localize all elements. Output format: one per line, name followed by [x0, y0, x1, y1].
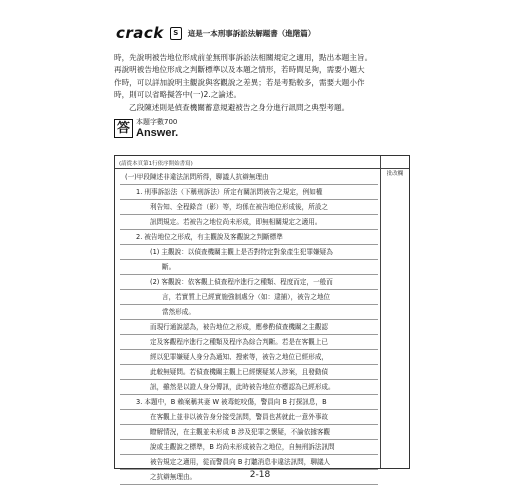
- answer-line: 3. 本題中，B 賴案稱其妻 W 被毒蛇咬傷，警員向 B 打探訊息，B: [120, 395, 378, 410]
- word-count: 本題字數700: [136, 118, 178, 126]
- answer-label: Answer.: [136, 127, 179, 139]
- answer-line: 訊問規定。若被告之地位尚未形成，即無相關規定之適用。: [120, 215, 378, 230]
- intro-line: 作時，可以詳加說明主觀說與客觀說之差異；若是考點較多，需要大題小作: [114, 77, 365, 87]
- answer-line: 此較無疑問。若偵查機關主觀上已經懷疑某人涉案，且發動偵: [120, 365, 378, 380]
- answer-line: 經以犯罪嫌疑人身分為通知、搜索等，被告之地位已經形成，: [120, 350, 378, 365]
- answer-line: (一)甲段陳述非違法訊問所得，聊議人抗辯無理由: [120, 170, 378, 185]
- answer-line: 當然形成。: [120, 305, 378, 320]
- intro-line: 再說明被告地位形成之判斷標準以及本題之情形，若時間足夠，需要小題大: [114, 65, 365, 75]
- answer-line: 斷。: [120, 260, 378, 275]
- book-header: [116, 24, 315, 42]
- book-subtitle: 這是一本刑事訴訟法解題書（進階篇）: [187, 28, 316, 38]
- brand-mark-icon: S: [170, 27, 182, 40]
- answer-line: (2) 客觀說：依客觀上偵查程序進行之種類、程度而定，一般而: [120, 275, 378, 290]
- score-column-label: 批改欄: [386, 171, 404, 177]
- answer-line: 2. 被告地位之形成，有主觀說及客觀說之判斷標準: [120, 230, 378, 245]
- answer-line: 說或主觀說之標準，B 均尚未形成被告之地位，自無刑訴法訊問: [120, 440, 378, 455]
- answer-line: 而現行通說認為，被告地位之形成，應參酌偵查機關之主觀認: [120, 320, 378, 335]
- answer-line: 利告知、全程錄音（影）等，均係在被告地位形成後，所設之: [120, 200, 378, 215]
- answer-heading: [114, 118, 178, 139]
- intro-paragraph: 乙段陳述則是偵查機關蓄意規避被告之身分進行訊問之典型考題。: [129, 102, 350, 112]
- answer-line: 言，若實質上已經實施強制處分（如：逮捕），被告之地位: [120, 290, 378, 305]
- answer-line: 在客觀上並非以被告身分接受訊問，警員也甚就此一意外事故: [120, 410, 378, 425]
- brand-logo: crack: [116, 24, 164, 42]
- intro-text: [114, 52, 414, 114]
- page-number: 2-18: [249, 470, 271, 480]
- answer-body: [120, 170, 378, 485]
- answer-line: 訊，雖然是以證人身分傳訊，此時被告地位亦應認為已經形成。: [120, 380, 378, 395]
- answer-line: 瞭解情況，在主觀並未形成 B 涉及犯罪之懷疑，不論依據客觀: [120, 425, 378, 440]
- answer-icon: 答: [114, 119, 133, 138]
- score-column-divider: [380, 156, 381, 468]
- sheet-divider: [115, 168, 409, 169]
- answer-line: 定及客觀程序進行之種類及程序為綜合判斷。若是在客觀上已: [120, 335, 378, 350]
- answer-line: 被告規定之適用，從而警員向 B 打聽消息非違法訊問，聊議人: [120, 455, 378, 470]
- intro-line: 時，先說明被告地位形成前並無刑事訴訟法相關規定之適用，點出本題主旨。: [114, 53, 373, 62]
- answer-line: (1) 主觀說：以偵查機關主觀上是否對特定對象產生犯罪嫌疑為: [120, 245, 378, 260]
- answer-line: 1. 刑事訴訟法（下稱刑訴法）所定有關訊問被告之規定，例如權: [120, 185, 378, 200]
- answer-line: 之抗辯無理由。: [120, 470, 378, 485]
- intro-line: 時，則可以省略擬答中(一)2.之論述。: [114, 90, 242, 100]
- sheet-instruction: (請從本頁第1行依序開始書寫): [119, 161, 193, 167]
